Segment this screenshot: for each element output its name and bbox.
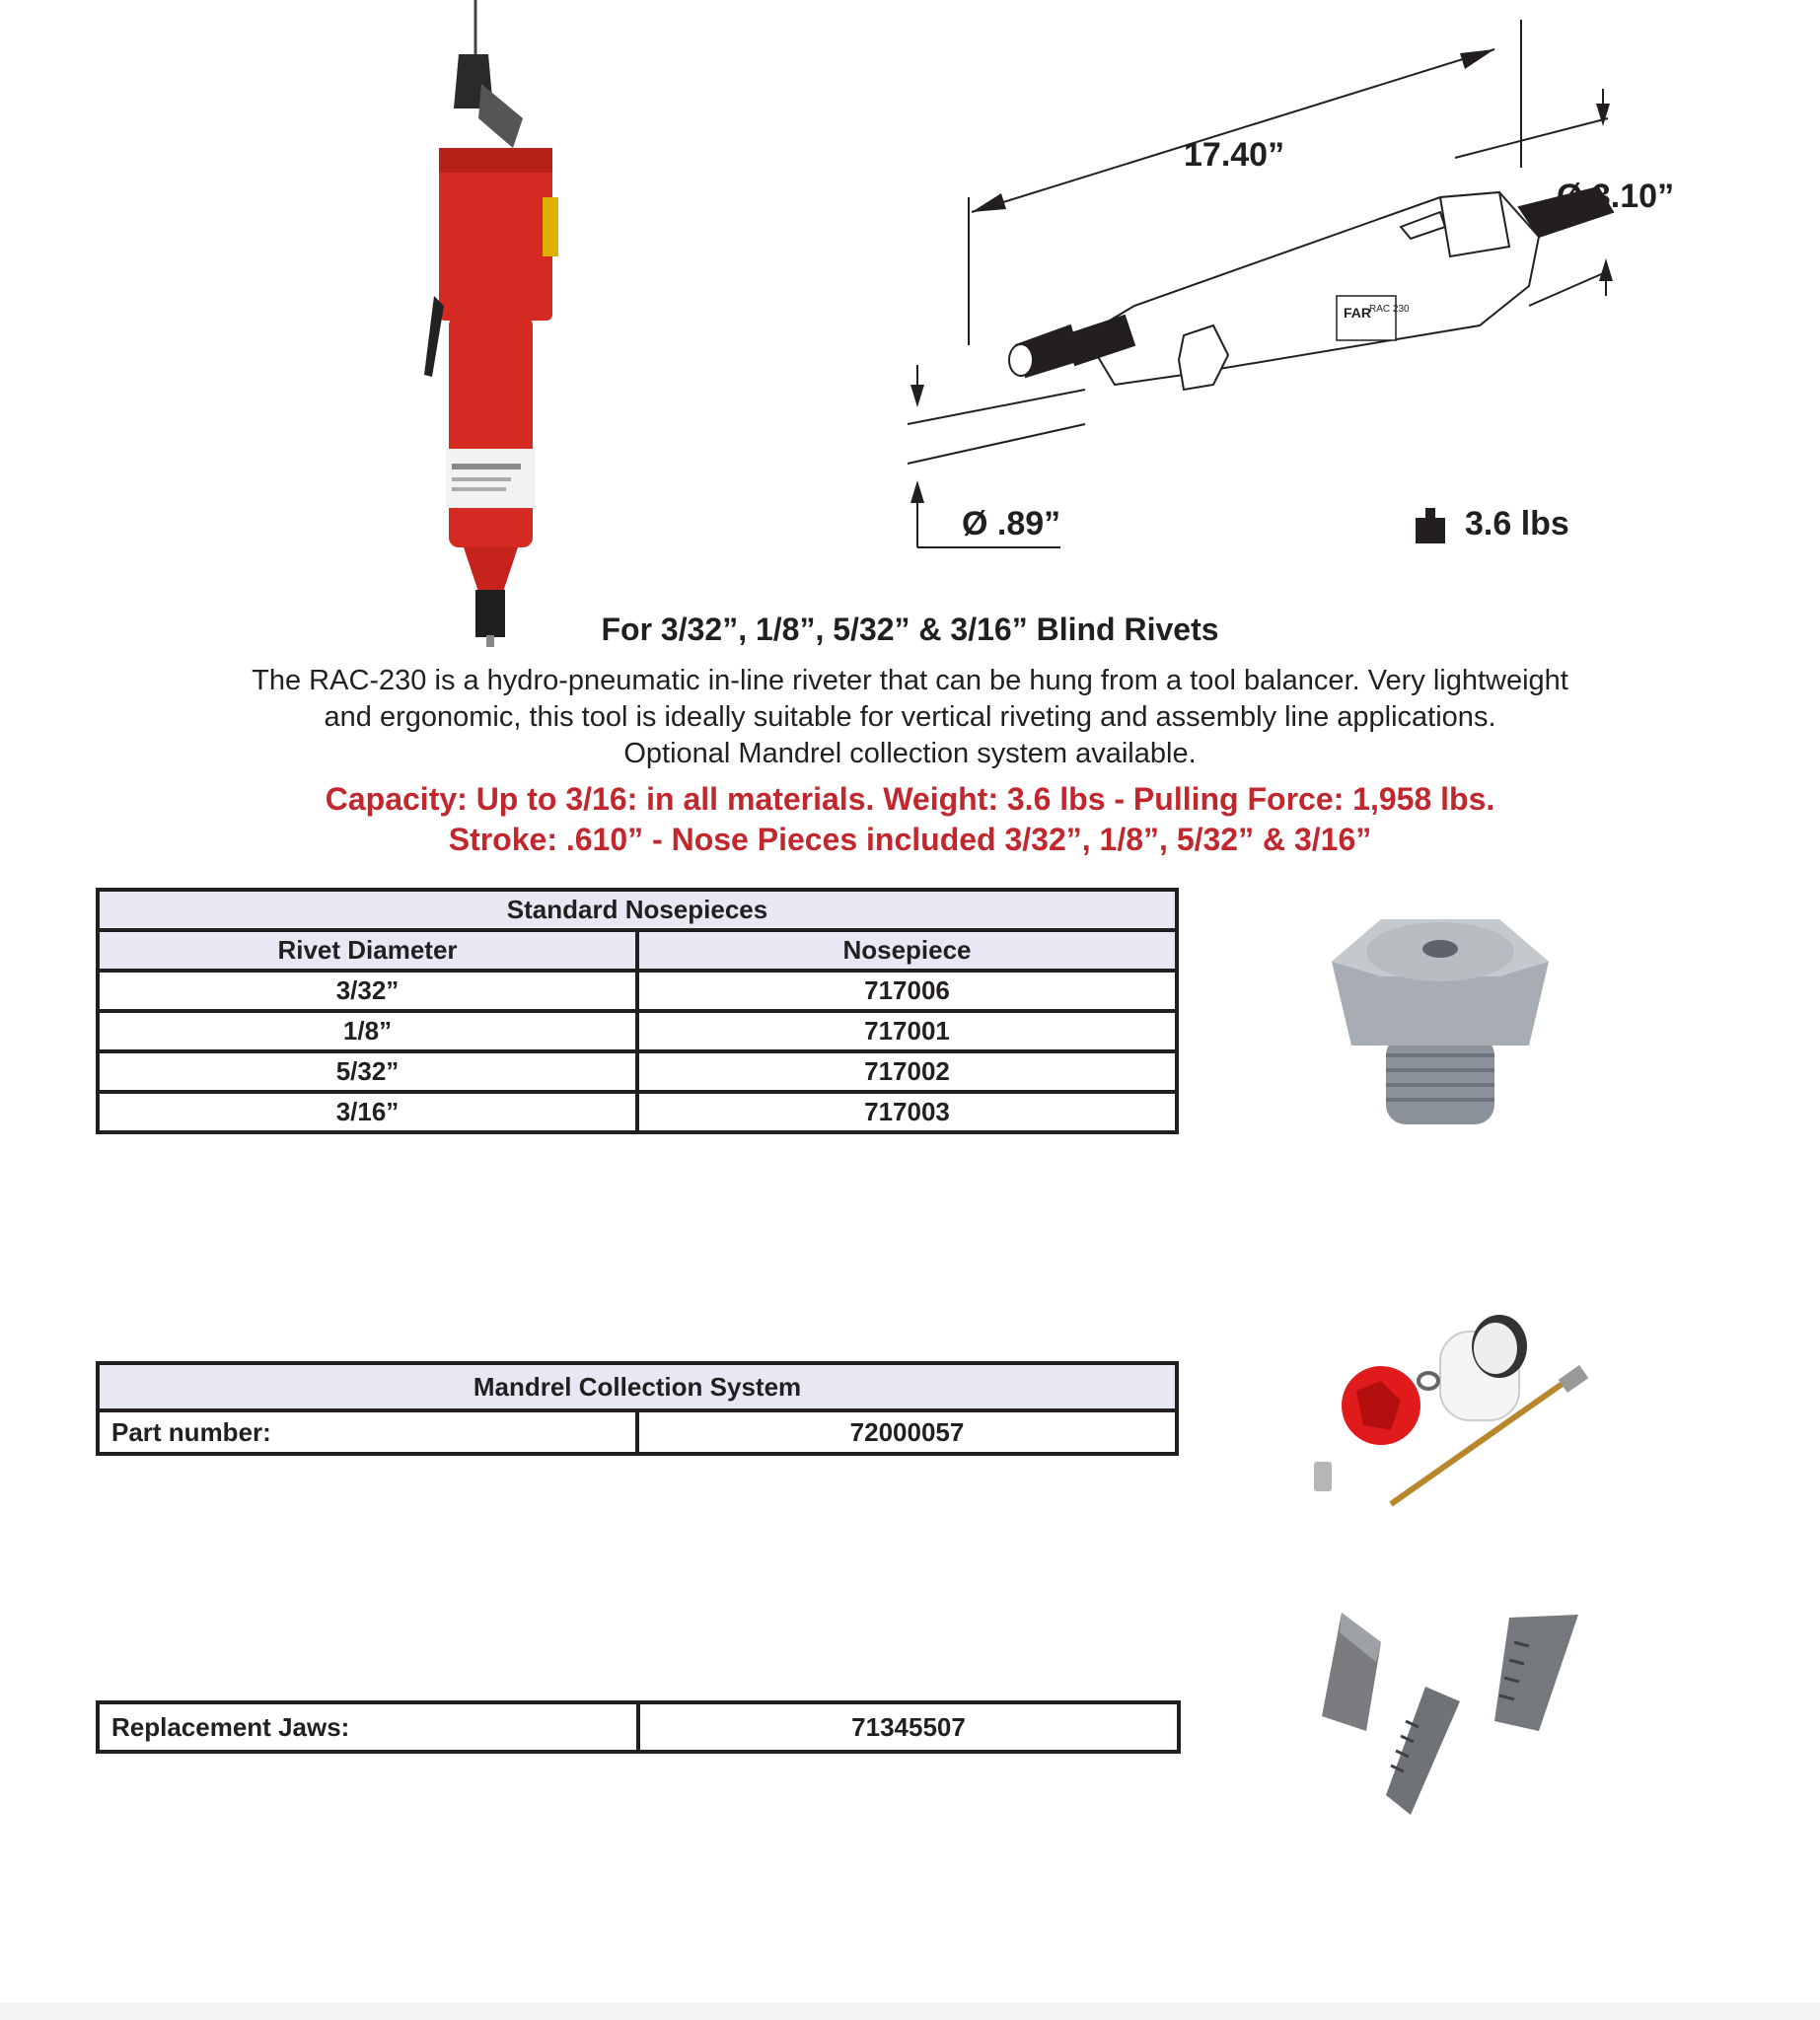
nosepiece-cell: 717001: [637, 1011, 1177, 1051]
column-header-nosepiece: Nosepiece: [637, 930, 1177, 971]
table-row: [98, 1092, 1177, 1132]
length-dimension: 17.40”: [1184, 136, 1285, 174]
nosepieces-table: [96, 888, 1179, 1134]
rivet-diameter-cell: 5/32”: [98, 1051, 637, 1092]
description-line-2: and ergonomic, this tool is ideally suitable for vertical riveting and assembly line applications.: [324, 701, 1496, 733]
weight-label: 3.6 lbs: [1465, 505, 1569, 542]
nosepieces-title: Standard Nosepieces: [98, 890, 1177, 930]
nosepiece-cell: 717002: [637, 1051, 1177, 1092]
dimension-drawing: [888, 10, 1716, 562]
mandrel-collection-image: [1302, 1292, 1598, 1519]
tool-brand-label: FAR: [1344, 305, 1371, 321]
table-row: [98, 1051, 1177, 1092]
description-line-3: Optional Mandrel collection system available.: [623, 738, 1197, 769]
replacement-jaws-image: [1312, 1603, 1588, 1820]
mandrel-title: Mandrel Collection System: [98, 1363, 1177, 1410]
rivet-diameter-cell: 3/16”: [98, 1092, 637, 1132]
jaws-part-number: 71345507: [638, 1702, 1179, 1752]
riveter-photo: [395, 0, 592, 651]
nosepiece-image: [1322, 907, 1559, 1144]
jaws-label: Replacement Jaws:: [98, 1702, 638, 1752]
column-header-rivet-diameter: Rivet Diameter: [98, 930, 637, 971]
mandrel-part-label: Part number:: [98, 1410, 637, 1454]
table-row: [98, 971, 1177, 1011]
bottom-bar: [0, 2002, 1820, 2020]
spec-line-2: Stroke: .610” - Nose Pieces included 3/32”, 1/8”, 5/32” & 3/16”: [448, 822, 1372, 857]
body-diameter-dimension: Ø 3.10”: [1557, 178, 1675, 215]
description-line-1: The RAC-230 is a hydro-pneumatic in-line riveter that can be hung from a tool balancer. Very lightweight: [252, 665, 1568, 696]
rivet-diameter-cell: 1/8”: [98, 1011, 637, 1051]
table-row: [98, 1011, 1177, 1051]
nosepiece-cell: 717006: [637, 971, 1177, 1011]
rivet-diameter-cell: 3/32”: [98, 971, 637, 1011]
weight-icon: [1416, 508, 1445, 543]
nose-diameter-dimension: Ø .89”: [962, 505, 1061, 542]
mandrel-table: [96, 1361, 1179, 1456]
subtitle: For 3/32”, 1/8”, 5/32” & 3/16” Blind Rivets: [601, 612, 1219, 647]
mandrel-part-number: 72000057: [637, 1410, 1177, 1454]
nosepiece-cell: 717003: [637, 1092, 1177, 1132]
jaws-table: [96, 1700, 1181, 1754]
spec-line-1: Capacity: Up to 3/16: in all materials. Weight: 3.6 lbs - Pulling Force: 1,958 lbs.: [325, 781, 1495, 817]
tool-model-label: RAC 230: [1369, 304, 1410, 315]
